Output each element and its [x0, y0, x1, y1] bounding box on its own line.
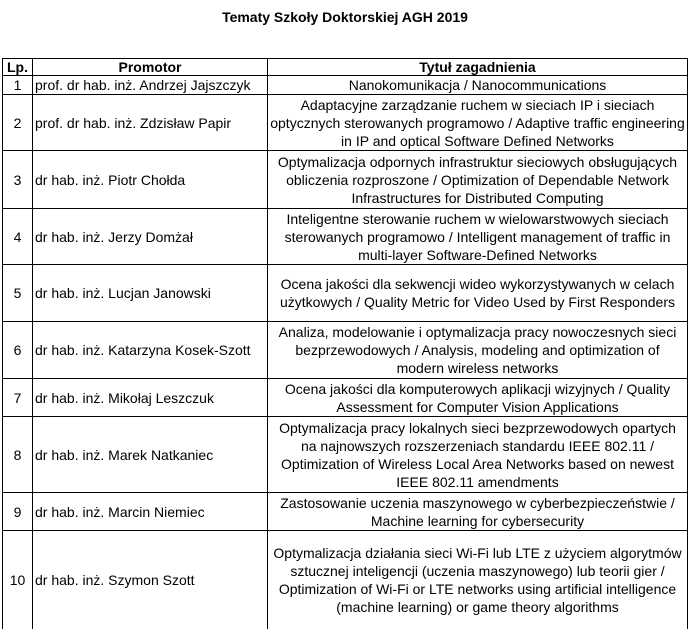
row-promotor: dr hab. inż. Marcin Niemiec [33, 493, 268, 531]
row-promotor: dr hab. inż. Marek Natkaniec [33, 417, 268, 493]
row-lp: 9 [3, 493, 33, 531]
table-row [3, 95, 688, 151]
row-promotor: prof. dr hab. inż. Zdzisław Papir [33, 95, 268, 151]
header-promotor: Promotor [33, 59, 268, 76]
table-row [3, 322, 688, 379]
table-row [3, 531, 688, 629]
row-topic: Optymalizacja działania sieci Wi-Fi lub LTE z użyciem algorytmów sztucznej inteligencji (uczenia maszynowego) lub teorii gier / Optimization of Wi-Fi or LTE networks using artificial intelligence (machine learning) or game theory algorithms [268, 531, 688, 629]
row-topic: Ocena jakości dla komputerowych aplikacji wizyjnych / Quality Assessment for Computer Vision Applications [268, 379, 688, 417]
row-lp: 2 [3, 95, 33, 151]
table-row [3, 265, 688, 322]
row-topic: Optymalizacja pracy lokalnych sieci bezprzewodowych opartych na najnowszych rozszerzeniach standardu IEEE 802.11 / Optimization of Wireless Local Area Networks based on newest IEEE 802.11 amendments [268, 417, 688, 493]
row-promotor: dr hab. inż. Szymon Szott [33, 531, 268, 629]
row-topic: Inteligentne sterowanie ruchem w wielowarstwowych sieciach sterowanych programowo / Intelligent management of traffic in multi-layer Software-Defined Networks [268, 209, 688, 265]
row-topic: Zastosowanie uczenia maszynowego w cyberbezpieczeństwie / Machine learning for cybersecurity [268, 493, 688, 531]
table-row [3, 209, 688, 265]
table-row [3, 151, 688, 209]
row-promotor: dr hab. inż. Jerzy Domżał [33, 209, 268, 265]
row-topic: Analiza, modelowanie i optymalizacja pracy nowoczesnych sieci bezprzewodowych / Analysis, modeling and optimization of modern wireless networks [268, 322, 688, 379]
table-row [3, 493, 688, 531]
row-topic: Optymalizacja odpornych infrastruktur sieciowych obsługujących obliczenia rozproszone / Optimization of Dependable Network Infrastructures for Distributed Computing [268, 151, 688, 209]
row-topic: Adaptacyjne zarządzanie ruchem w sieciach IP i sieciach optycznych sterowanych programowo / Adaptive traffic engineering in IP and optical Software Defined Networks [268, 95, 688, 151]
row-promotor: prof. dr hab. inż. Andrzej Jajszczyk [33, 76, 268, 95]
table-header-row [3, 59, 688, 76]
table-row [3, 417, 688, 493]
row-promotor: dr hab. inż. Lucjan Janowski [33, 265, 268, 322]
row-topic: Nanokomunikacja / Nanocommunications [268, 76, 688, 95]
row-promotor: dr hab. inż. Mikołaj Leszczuk [33, 379, 268, 417]
row-topic: Ocena jakości dla sekwencji wideo wykorzystywanych w celach użytkowych / Quality Metric for Video Used by First Responders [268, 265, 688, 322]
row-promotor: dr hab. inż. Piotr Chołda [33, 151, 268, 209]
topics-table [2, 58, 688, 629]
table-row [3, 76, 688, 95]
document-title: Tematy Szkoły Doktorskiej AGH 2019 [222, 9, 468, 25]
row-lp: 7 [3, 379, 33, 417]
header-topic: Tytuł zagadnienia [268, 59, 688, 76]
row-lp: 5 [3, 265, 33, 322]
row-promotor: dr hab. inż. Katarzyna Kosek-Szott [33, 322, 268, 379]
table-row [3, 379, 688, 417]
row-lp: 4 [3, 209, 33, 265]
row-lp: 8 [3, 417, 33, 493]
row-lp: 6 [3, 322, 33, 379]
row-lp: 1 [3, 76, 33, 95]
row-lp: 10 [3, 531, 33, 629]
header-lp: Lp. [3, 59, 33, 76]
row-lp: 3 [3, 151, 33, 209]
